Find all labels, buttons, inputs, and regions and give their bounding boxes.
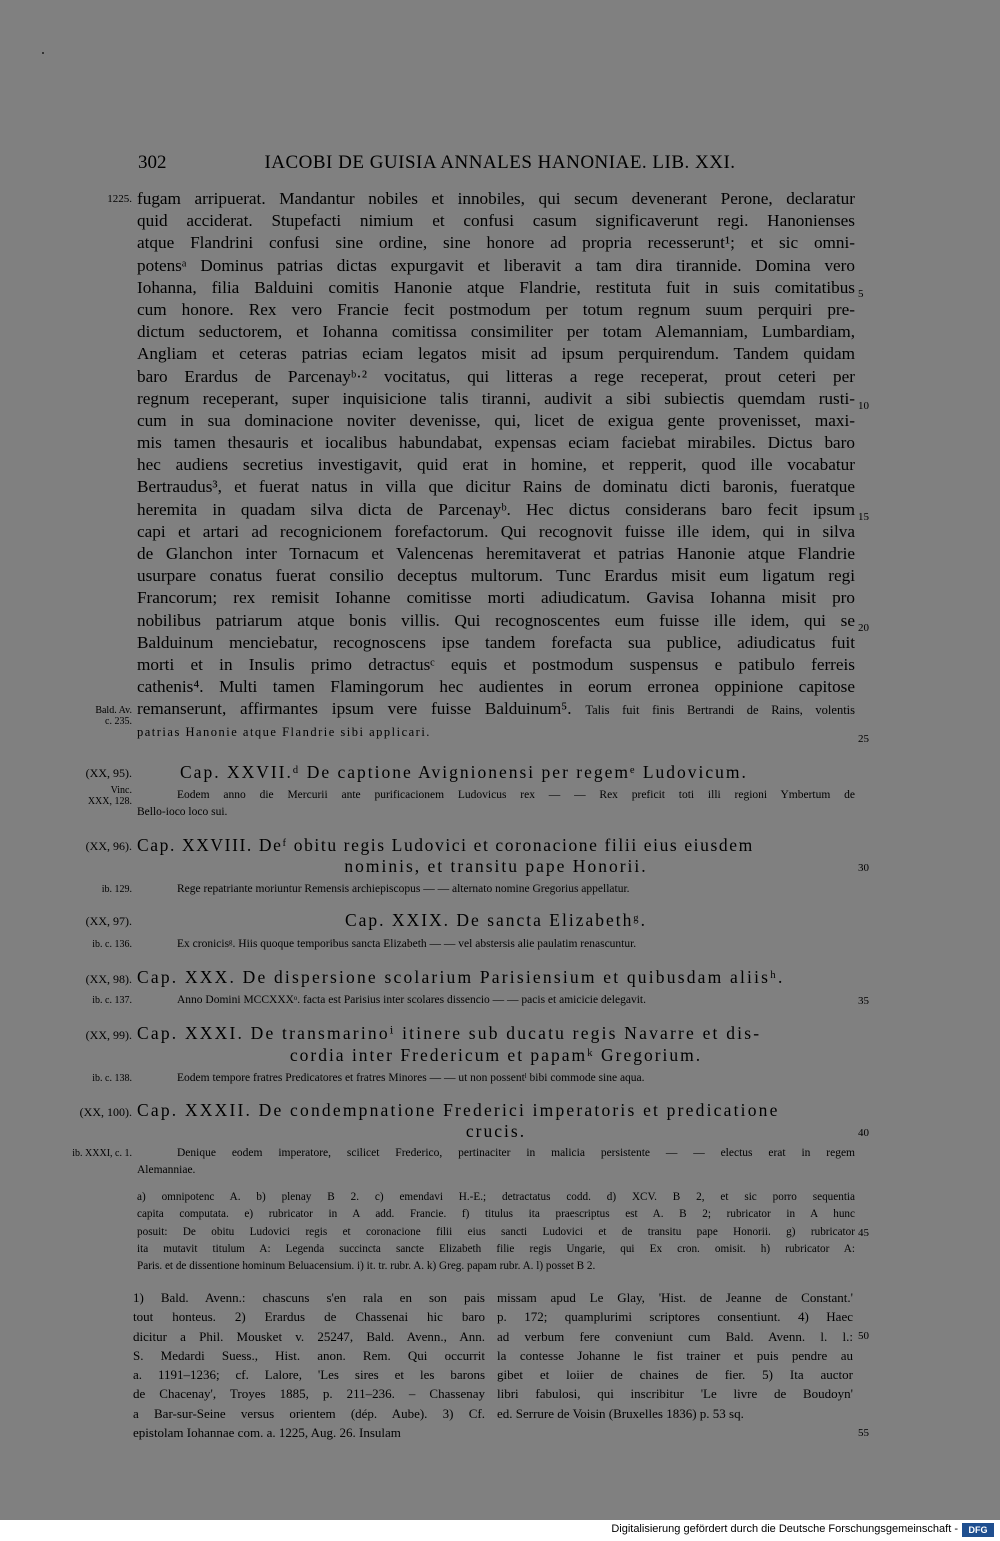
source-ref-line: XXX, 128. [87,796,132,807]
footnote-line: la contesse Johanne le fist trainer et puis pendre au [497,1347,853,1363]
chapter-source-ref: ib. c. 138. [92,1073,132,1084]
chapter-source-ref: ib. c. 137. [92,995,132,1006]
page-number: 302 [138,152,167,173]
summary-line: Eodem anno die Mercurii ante purificacionem Ludovicus rex — — Rex preficit toti illi regioni Ymbertum de [177,789,855,801]
apparatus-line: a) omnipotenc A. b) plenay B 2. c) emendavi H.-E.; detractatus codd. d) XCV. B 2, et sic porro sequentia [137,1191,855,1203]
rubric-fragment: Talis fuit finis Bertrandi de Rains, volentis [585,703,855,718]
text-line: Bertraudus³, et fuerat natus in villa que dicitur Rains de dominatu dicti baronis, fueratque [137,477,855,497]
line-number-10: 10 [858,400,869,412]
text-line: heremita in quadam silva dicta de Parcenayᵇ. Hec dictus considerans baro fecit ipsum [137,499,855,519]
chapter-summary: Anno Domini MCCXXXᵒ. facta est Parisius inter scolares dissencio — — pacis et amicicie delegavit. [177,994,646,1006]
line-number-20: 20 [858,622,869,634]
line-number-55: 55 [858,1427,869,1439]
footnote-line: ad verbum fere conveniunt cum Bald. Avenn. l. l.: [497,1328,853,1344]
chapter-summary [137,787,855,821]
footnote-line: a. 1191–1236; cf. Lalore, 'Les sires et les barons [133,1367,485,1383]
chapter-source-ref: ib. XXXI, c. 1. [72,1148,132,1159]
rubric-line: patrias Hanonie atque Flandrie sibi applicari. [137,724,431,739]
text-line: Angliam et ceteras patrias eciam legatos misit ad ipsum perquirendum. Tandem quidam [137,344,855,364]
text-line: hec audiens secretius investigavit, quid erat in homine, et repperit, quod ille vocabatur [137,455,855,475]
year-marker: 1225. [107,193,132,205]
text-line: Iohanna, filia Balduini comitis Hanonie atque Flandrie, restituta fuit in suis comitatibus [137,277,855,297]
footnote-line: de Chacenay', Troyes 1885, p. 211–236. – Chassenay [133,1386,485,1402]
text-line: Balduinum menciebatur, recognoscens ipse tandem forefacta sua publice, adiudicatus fuit [137,632,855,652]
chapter-heading: Cap. XXXII. De condempnatione Frederici imperatoris et predicatione [137,1100,780,1120]
footnotes-right-column [497,1288,853,1423]
text-line: Francorum; rex remisit Iohanne comitisse morti adiudicatum. Gavisa Iohanna misit pro [137,588,855,608]
chapter-heading-cont: crucis. [465,1121,527,1141]
dfg-logo: DFG [962,1523,994,1537]
footnote-line: epistolam Iohannae com. a. 1225, Aug. 26. Insulam [133,1425,401,1441]
line-number-35: 35 [858,995,869,1007]
chapter-ref: (XX, 96). [85,839,132,853]
text-line: de Glanchon inter Tornacum et Valencenas heremitaverat et patrias Hanonie atque Flandrie [137,544,855,563]
chapter-summary [137,1145,855,1179]
apparatus-line: capita computata. e) rubricator in A add. Francie. f) titulus ita praescriptus est A. B 2; rubricator in A hunc [137,1208,855,1221]
footnote-line: gibet et loiier de chaines de fier. 5) Ita auctor [497,1367,853,1383]
chapter-summary: Ex cronicisᵍ. Hiis quoque temporibus sancta Elizabeth — — vel abstersis alie paulatim renascuntur. [177,938,637,950]
text-line: usurpare conatus fuerat consilio deceptus multorum. Tunc Erardus misit eum ligatum regi [137,566,855,586]
chapter-ref: (XX, 98). [85,972,132,986]
footnote-line: ed. Serrure de Voisin (Bruxelles 1836) p. 53 sq. [497,1405,744,1421]
text-line: atque Flandrini confusi sine ordine, sine honore ad propria recesserunt¹; et sic omni- [137,233,855,253]
text-line: cathenis⁴. Multi tamen Flamingorum hec audientes in eorum erronea oppinione capitose [137,677,855,697]
text-line: fugam arripuerat. Mandantur nobiles et innobiles, qui secum devenerant Perone, declaratur [137,189,855,208]
chapter-summary: Eodem tempore fratres Predicatores et fratres Minores — — ut non possentˡ bibi commode sine aqua. [177,1072,645,1084]
text-line: capi et artari ad recognicionem forefactorum. Qui recognovit fuisse ille idem, qui in silva [137,521,855,541]
chapter-source-ref [62,785,132,807]
chapter-summary: Rege repatriante moriuntur Remensis archiepiscopus — — alternato nomine Gregorius appellatur. [177,883,630,895]
source-ref-line: Bald. Av. [95,705,132,716]
chapter-ref: (XX, 100). [79,1105,132,1119]
text-line: dictum seductorem, et Iohanna comitissa consimiliter per totam Alemanniam, Lumbardiam, [137,322,855,342]
source-ref-bald [62,705,132,727]
chapter-ref: (XX, 99). [85,1028,132,1042]
line-number-40: 40 [858,1127,869,1139]
line-number-30: 30 [858,862,869,874]
chapter-heading-cont: cordia inter Fredericum et papamᵏ Gregorium. [289,1045,703,1065]
chapter-source-ref: ib. 129. [101,884,132,895]
chapter-heading: Cap. XXXI. De transmarinoⁱ itinere sub ducatu regis Navarre et dis- [137,1023,762,1043]
footnote-line: a Bar-sur-Seine versus orientem (dép. Aube). 3) Cf. [133,1405,485,1421]
text-line: potensᵃ Dominus patrias dictas expurgavit et liberavit a tam dira tirannide. Domina vero [137,255,855,275]
text-line: cum honore. Rex vero Francie fecit postmodum per totum regnum suum perquiri pre- [137,299,855,319]
chapter-heading: Cap. XXVIII. Deᶠ obitu regis Ludovici et coronacione filii eius eiusdem [137,835,754,855]
funding-notice: Digitalisierung gefördert durch die Deutsche Forschungsgemeinschaft - [611,1523,958,1535]
summary-line: Denique eodem imperatore, scilicet Frederico, pertinaciter in malicia persistente — — electus erat in regem [177,1147,855,1159]
line-number-5: 5 [858,288,864,300]
main-text [137,188,855,743]
footnote-line: S. Medardi Suess., Hist. anon. Rem. Qui occurrit [133,1347,485,1363]
footnote-line: libri fabulosi, qui inscribitur 'Le livre de Boudoyn' [497,1386,853,1402]
text-line: baro Erardus de Parcenayᵇ·² vocitatus, qui litteras a rege receperat, prout ceteri per [137,366,855,386]
apparatus-line: Paris. et de dissentione hominum Beluacensium. i) it. tr. rubr. A. k) Greg. papam rubr. A. l) posset B 2. [137,1260,596,1273]
text-line: quid acciderat. Stupefacti nimium et confusi casum significaverunt regi. Hanonienses [137,211,855,231]
text-line: regnum receperant, super inquisicione talis tiranni, audivit a sibi subiectis quemdam rusti- [137,388,855,408]
apparatus-line: posuit: De obitu Ludovici regis et coronacione filii eius sancti Ludovici et de transitu pape Honorii. g) rubricator [137,1225,855,1238]
text-line [137,698,855,720]
page-header [0,152,1000,178]
footnote-line: missam apud Le Glay, 'Hist. de Jeanne de Constant.' [497,1290,853,1305]
text-line: morti et in Insulis primo detractusᶜ equis et postmodum suspensus e patibulo ferreis [137,654,855,674]
line-number-25: 25 [858,733,869,745]
text-fragment: remanserunt, affirmantes ipsum vere fuisse Balduinum⁵. [137,699,572,719]
line-number-15: 15 [858,511,869,523]
running-title: IACOBI DE GUISIA ANNALES HANONIAE. LIB. XXI. [264,152,736,173]
source-ref-line: c. 235. [105,716,132,727]
line-number-50: 50 [858,1330,869,1342]
summary-line: Bello-ioco loco sui. [137,806,228,818]
scan-speck [42,52,44,54]
chapter-ref: (XX, 95). [85,766,132,780]
chapter-heading-cont: nominis, et transitu pape Honorii. [344,856,648,876]
chapter-heading: Cap. XXX. De dispersione scolarium Parisiensium et quibusdam aliisʰ. [137,967,785,987]
text-line: mis tamen thesauris et iocalibus habundabat, expensas eciam faciebat mirabiles. Dictus baro [137,433,855,453]
footnote-line: dicitur a Phil. Mousket v. 25247, Bald. Avenn., Ann. [133,1328,485,1344]
chapter-heading: Cap. XXIX. De sancta Elizabethᵍ. [344,910,648,930]
apparatus-line: ita mutavit titulum A: Legenda succincta sancte Elizabeth filie regis Ungarie, qui Ex cron. omisit. h) rubricator A: [137,1242,855,1255]
text-line: cum in sua dominacione noviter devenisse, qui, licet de exigua gente provenisset, maxi- [137,410,855,430]
chapter-heading: Cap. XXVII.ᵈ De captione Avignionensi per regemᵉ Ludovicum. [180,762,748,782]
footnote-line: p. 172; quamplurimi scriptores consentiunt. 4) Haec [497,1309,853,1325]
critical-apparatus [137,1189,855,1275]
chapter-source-ref: ib. c. 136. [92,939,132,950]
footnote-line: tout honteus. 2) Erardus de Chassenai hic baro [133,1309,485,1325]
footnotes-left-column [133,1288,485,1442]
source-ref-line: Vinc. [110,785,132,796]
footnote-line: 1) Bald. Avenn.: chascuns s'en rala en son pais [133,1290,485,1305]
line-number-45: 45 [858,1227,869,1239]
chapter-ref: (XX, 97). [85,914,132,928]
summary-line: Alemanniae. [137,1164,196,1176]
text-line: nobilibus patriarum atque bonis villis. Qui recognoscentes eum fuisse ille idem, qui se [137,610,855,630]
digitization-footer [0,1520,1000,1541]
